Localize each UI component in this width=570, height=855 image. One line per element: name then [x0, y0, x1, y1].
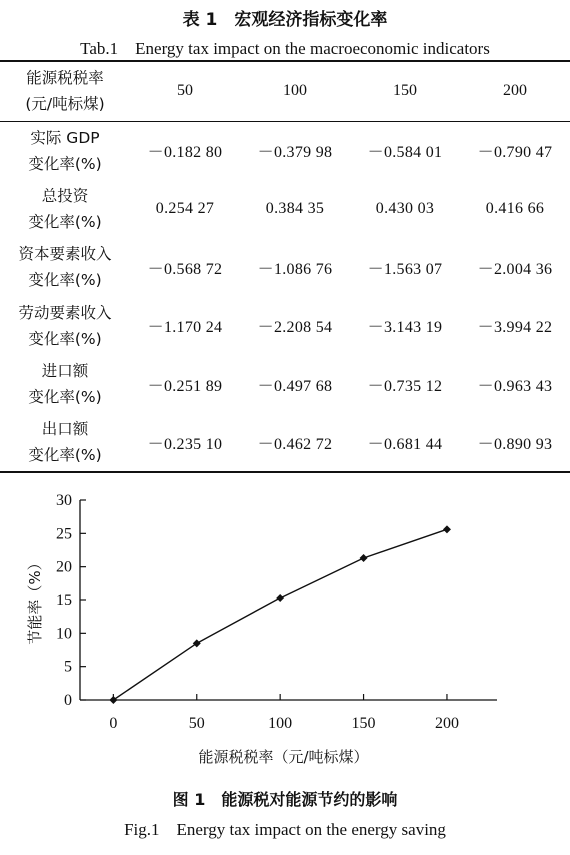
table-cell: －2.004 36	[477, 260, 553, 278]
table-cell: －0.251 89	[147, 377, 223, 395]
y-tick-label: 10	[56, 625, 72, 643]
table-cell: －0.497 68	[257, 377, 333, 395]
header-col-100: 100	[240, 61, 350, 121]
row-label-line2: 变化率(%)	[28, 271, 102, 290]
table-cell: －0.735 12	[367, 377, 443, 395]
table-cell: －3.994 22	[477, 319, 553, 337]
row-label-line1: 总投资	[41, 186, 89, 205]
table-title-en: Tab.1 Energy tax impact on the macroeconomic indicators	[80, 39, 490, 58]
table-cell: －3.143 19	[367, 319, 443, 337]
row-label-line1: 实际 GDP	[30, 128, 100, 147]
figure-caption-cn: 图 1 能源税对能源节约的影响	[172, 790, 398, 809]
row-label	[0, 121, 130, 180]
table-cell: －0.235 10	[130, 414, 240, 473]
row-label-line2: 变化率(%)	[28, 154, 102, 173]
row-label	[0, 180, 130, 239]
y-tick-label: 30	[56, 492, 72, 509]
row-label-line1: 资本要素收入	[18, 245, 112, 264]
data-point-marker	[276, 594, 284, 602]
table-cell: －2.208 54	[257, 319, 333, 337]
table-cell: －0.462 72	[240, 414, 350, 473]
data-point-marker	[193, 639, 201, 647]
header-col-200: 200	[460, 61, 570, 121]
header-col-150: 150	[350, 61, 460, 121]
row-label-line2: 变化率(%)	[28, 212, 102, 231]
y-tick-label: 15	[56, 592, 72, 609]
data-point-marker	[443, 525, 451, 533]
table-row	[0, 414, 570, 473]
row-label	[0, 414, 130, 473]
table-header-row	[0, 61, 570, 121]
header-label-line2: (元/吨标煤)	[25, 95, 105, 114]
data-point-marker	[109, 696, 117, 704]
row-label-line2: 变化率(%)	[28, 329, 102, 348]
row-label-line1: 进口额	[41, 362, 89, 381]
table-cell: －0.890 93	[460, 414, 570, 473]
series-line	[113, 529, 447, 700]
table-row	[0, 297, 570, 356]
table-cell: －0.568 72	[147, 260, 223, 278]
table-cell: －1.170 24	[147, 319, 223, 337]
data-point-marker	[360, 554, 368, 562]
table-cell: －0.790 47	[477, 144, 553, 161]
table-cell: 0.430 03	[375, 199, 435, 217]
row-label-line1: 劳动要素收入	[18, 303, 112, 322]
y-tick-label: 5	[64, 658, 72, 676]
y-axis-title: 节能率（%）	[26, 555, 44, 645]
x-tick-label: 100	[268, 715, 293, 732]
row-label-line1: 出口额	[41, 420, 89, 439]
row-label-line2: 变化率(%)	[28, 446, 102, 465]
table-cell: 0.254 27	[155, 199, 215, 217]
table-cell: －0.379 98	[257, 144, 333, 161]
figure-caption-en: Fig.1 Energy tax impact on the energy saving	[124, 820, 446, 839]
x-tick-label: 0	[109, 715, 118, 732]
x-axis-title: 能源税税率（元/吨标煤）	[198, 748, 369, 766]
y-tick-label: 0	[64, 692, 72, 709]
macro-indicators-table	[0, 60, 570, 473]
table-cell: －0.963 43	[477, 377, 553, 395]
table-cell: －1.563 07	[367, 260, 443, 278]
row-label	[0, 297, 130, 356]
header-label-line1: 能源税税率	[26, 69, 104, 88]
row-label-line2: 变化率(%)	[28, 388, 102, 407]
table-row	[0, 121, 570, 180]
y-tick-label: 25	[56, 525, 72, 543]
row-label	[0, 238, 130, 297]
row-label	[0, 355, 130, 414]
x-tick-label: 150	[351, 715, 376, 732]
table-cell: －0.182 80	[147, 144, 223, 161]
y-tick-label: 20	[56, 558, 72, 576]
header-tax-rate-label	[0, 61, 130, 121]
x-tick-label: 200	[434, 715, 459, 732]
table-cell: －1.086 76	[257, 260, 333, 278]
table-row	[0, 180, 570, 239]
table-title-cn: 表 1 宏观经济指标变化率	[182, 10, 388, 30]
table-cell: 0.416 66	[485, 199, 545, 217]
table-row	[0, 355, 570, 414]
table-cell: 0.384 35	[265, 199, 325, 217]
energy-saving-chart	[0, 480, 570, 780]
header-col-50: 50	[130, 61, 240, 121]
x-tick-label: 50	[188, 715, 205, 732]
table-cell: －0.584 01	[367, 144, 443, 161]
table-row	[0, 238, 570, 297]
table-cell: －0.681 44	[350, 414, 460, 473]
